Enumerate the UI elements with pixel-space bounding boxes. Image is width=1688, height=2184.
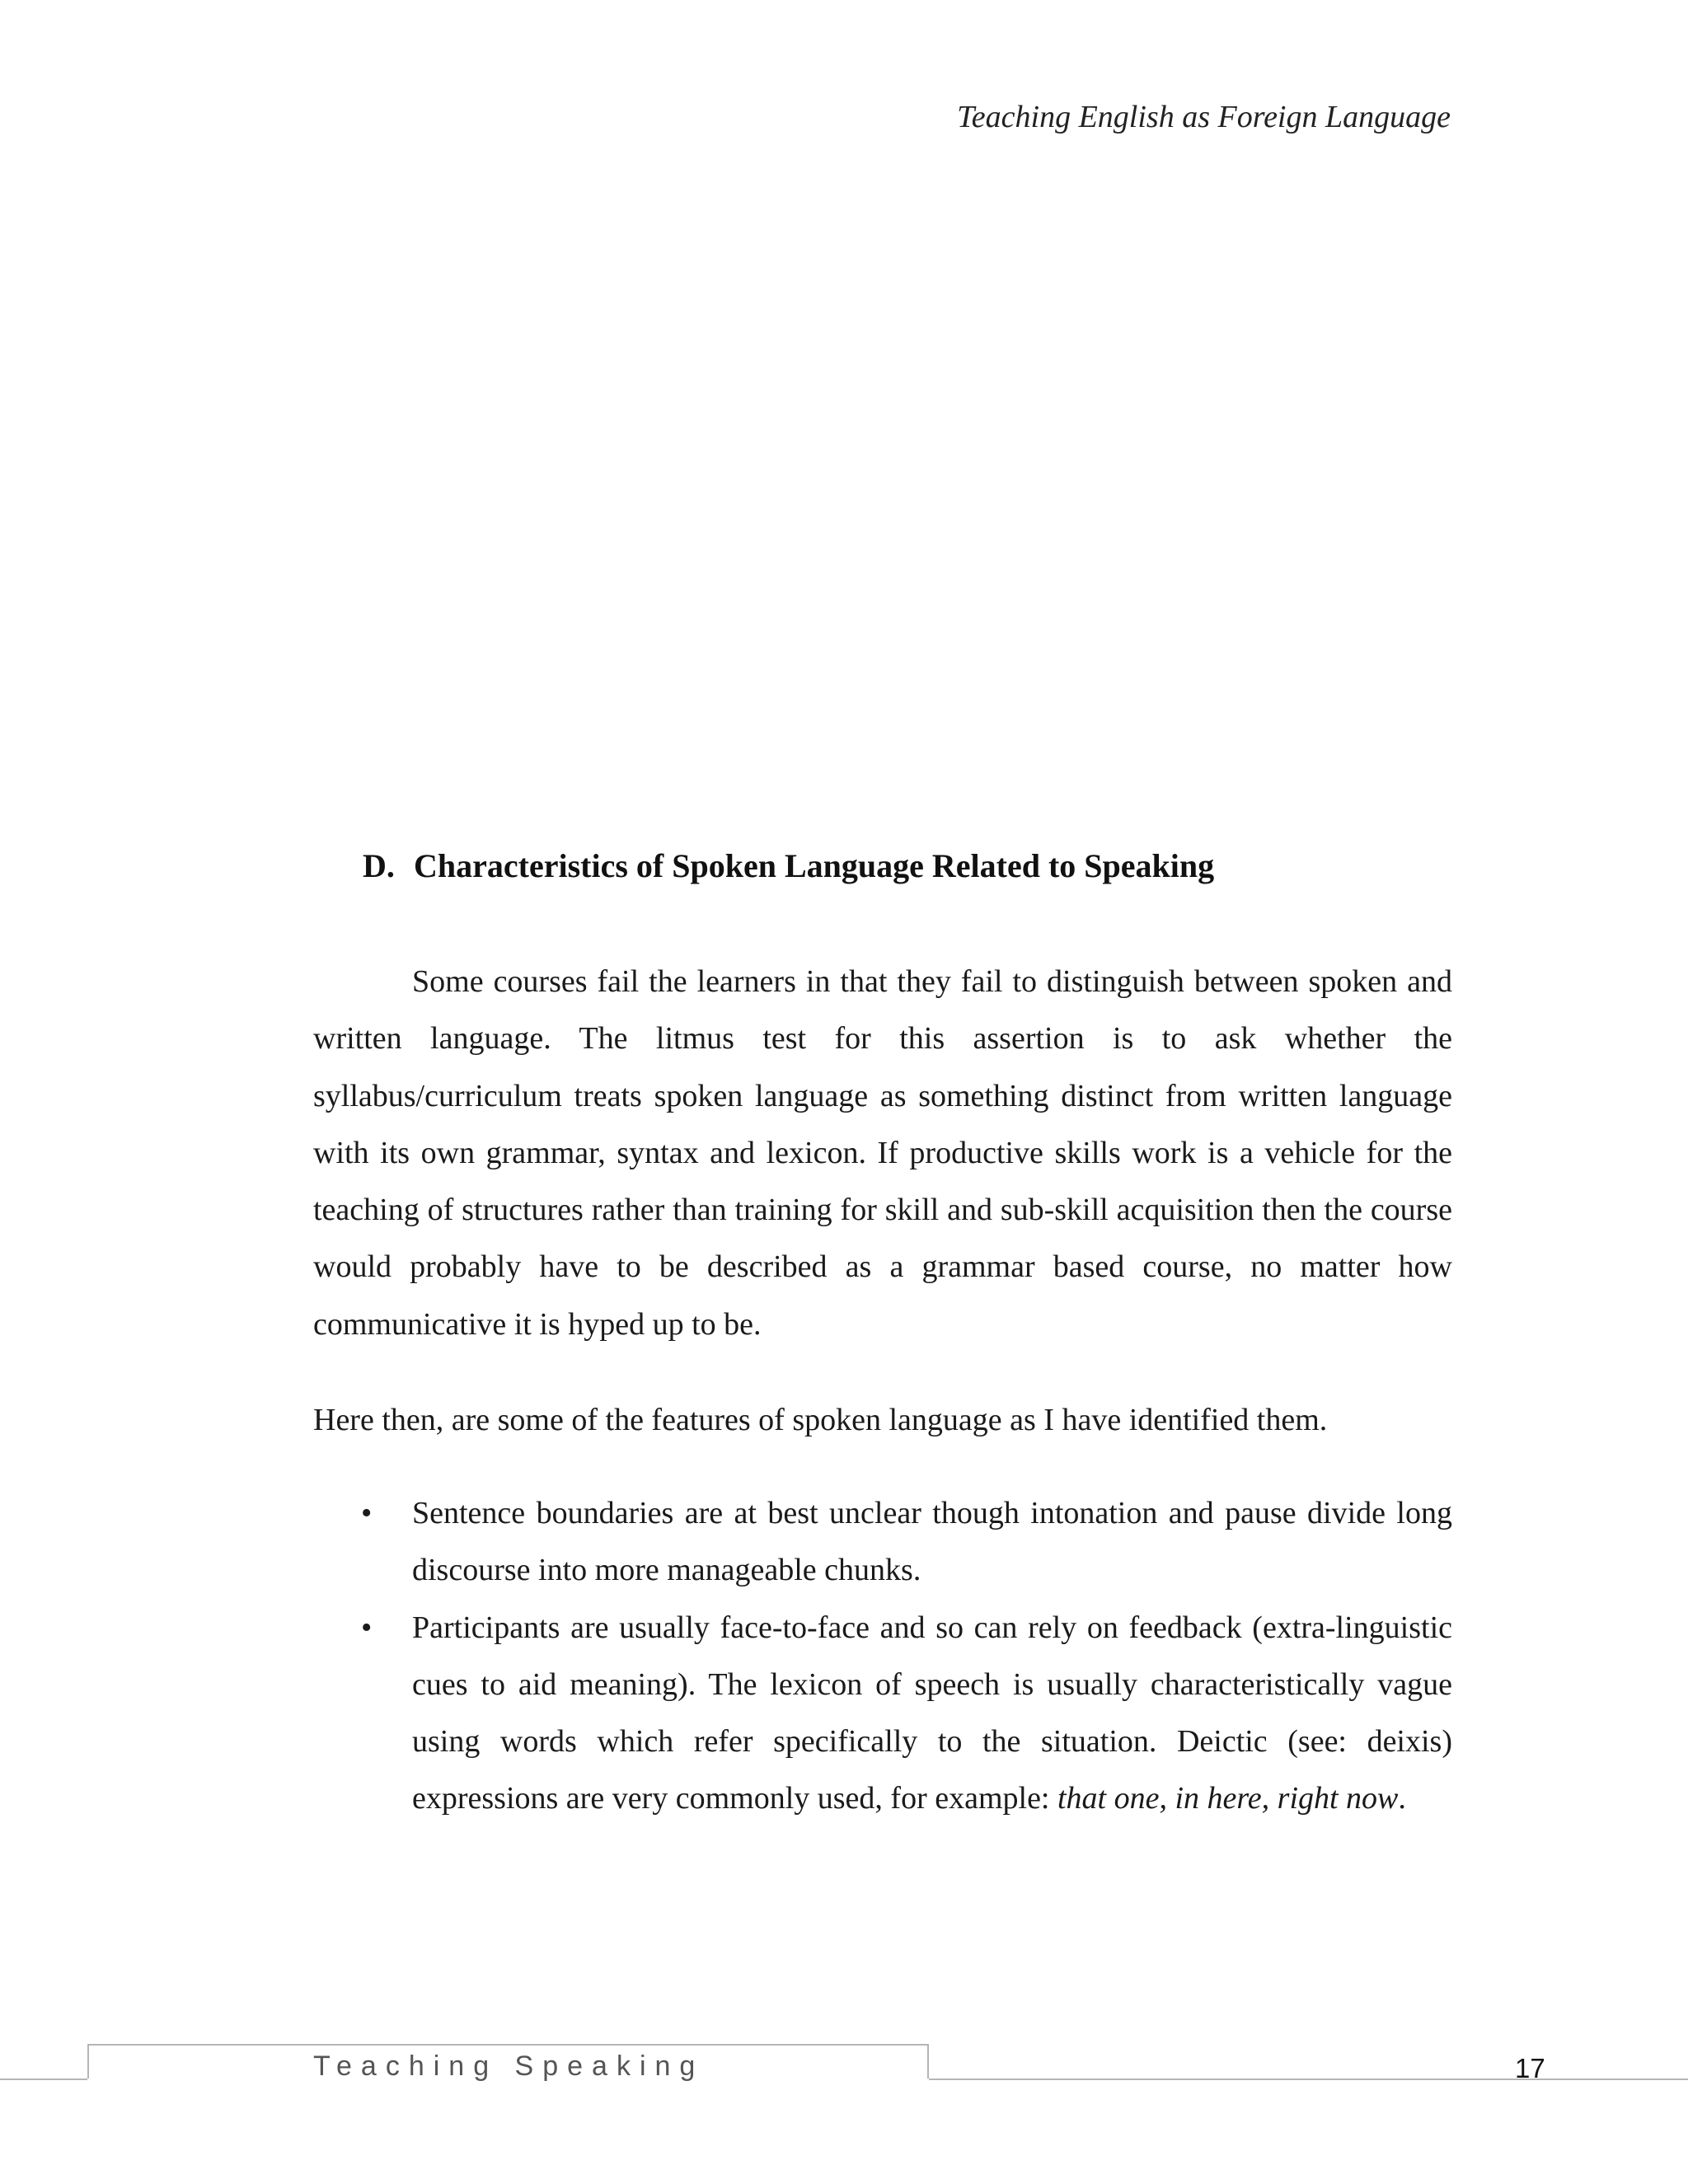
bullet-text: Sentence boundaries are at best unclear though intonation and pause divide long discourse into more manageable chunks. (412, 1496, 1452, 1588)
footer-rule-right (929, 2079, 1688, 2080)
list-item (313, 1485, 1452, 1600)
bullet-text: Participants are usually face-to-face and so can rely on feedback (extra-linguistic cues to aid meaning). The lexicon of speech is usually characteristically vague using words which refer specifically to the situation. Deictic (see: deixis) expressions are very commonly used, for example: (412, 1610, 1452, 1816)
bullet-icon: • (361, 1610, 373, 1645)
bullet-italic-example: that one, in here, right now (1057, 1781, 1399, 1816)
page-number: 17 (1515, 2053, 1545, 2083)
section-heading (363, 843, 1214, 889)
footer-rule-left (0, 2079, 87, 2080)
bullet-icon: • (361, 1496, 373, 1530)
list-item (313, 1600, 1452, 1828)
features-list (313, 1485, 1452, 1828)
footer-title: Teaching Speaking (313, 2050, 705, 2082)
paragraph-features-lead: Here then, are some of the features of spoken language as I have identified them. (313, 1403, 1328, 1437)
section-title: Characteristics of Spoken Language Related to Speaking (414, 847, 1215, 884)
running-header: Teaching English as Foreign Language (957, 100, 1451, 134)
page-footer (0, 2036, 1688, 2102)
paragraph-intro: Some courses fail the learners in that they fail to distinguish between spoken and written language. The litmus test for this assertion is to ask whether the syllabus/curriculum treats spoken language as something distinct from written language with its own grammar, syntax and lexicon. If productive skills work is a vehicle for the teaching of structures rather than training for skill and sub-skill acquisition then the course would probably have to be described as a grammar based course, no matter how communicative it is hyped up to be. (313, 964, 1452, 1342)
bullet-end-punctuation: . (1398, 1781, 1406, 1816)
section-marker: D. (363, 847, 395, 884)
